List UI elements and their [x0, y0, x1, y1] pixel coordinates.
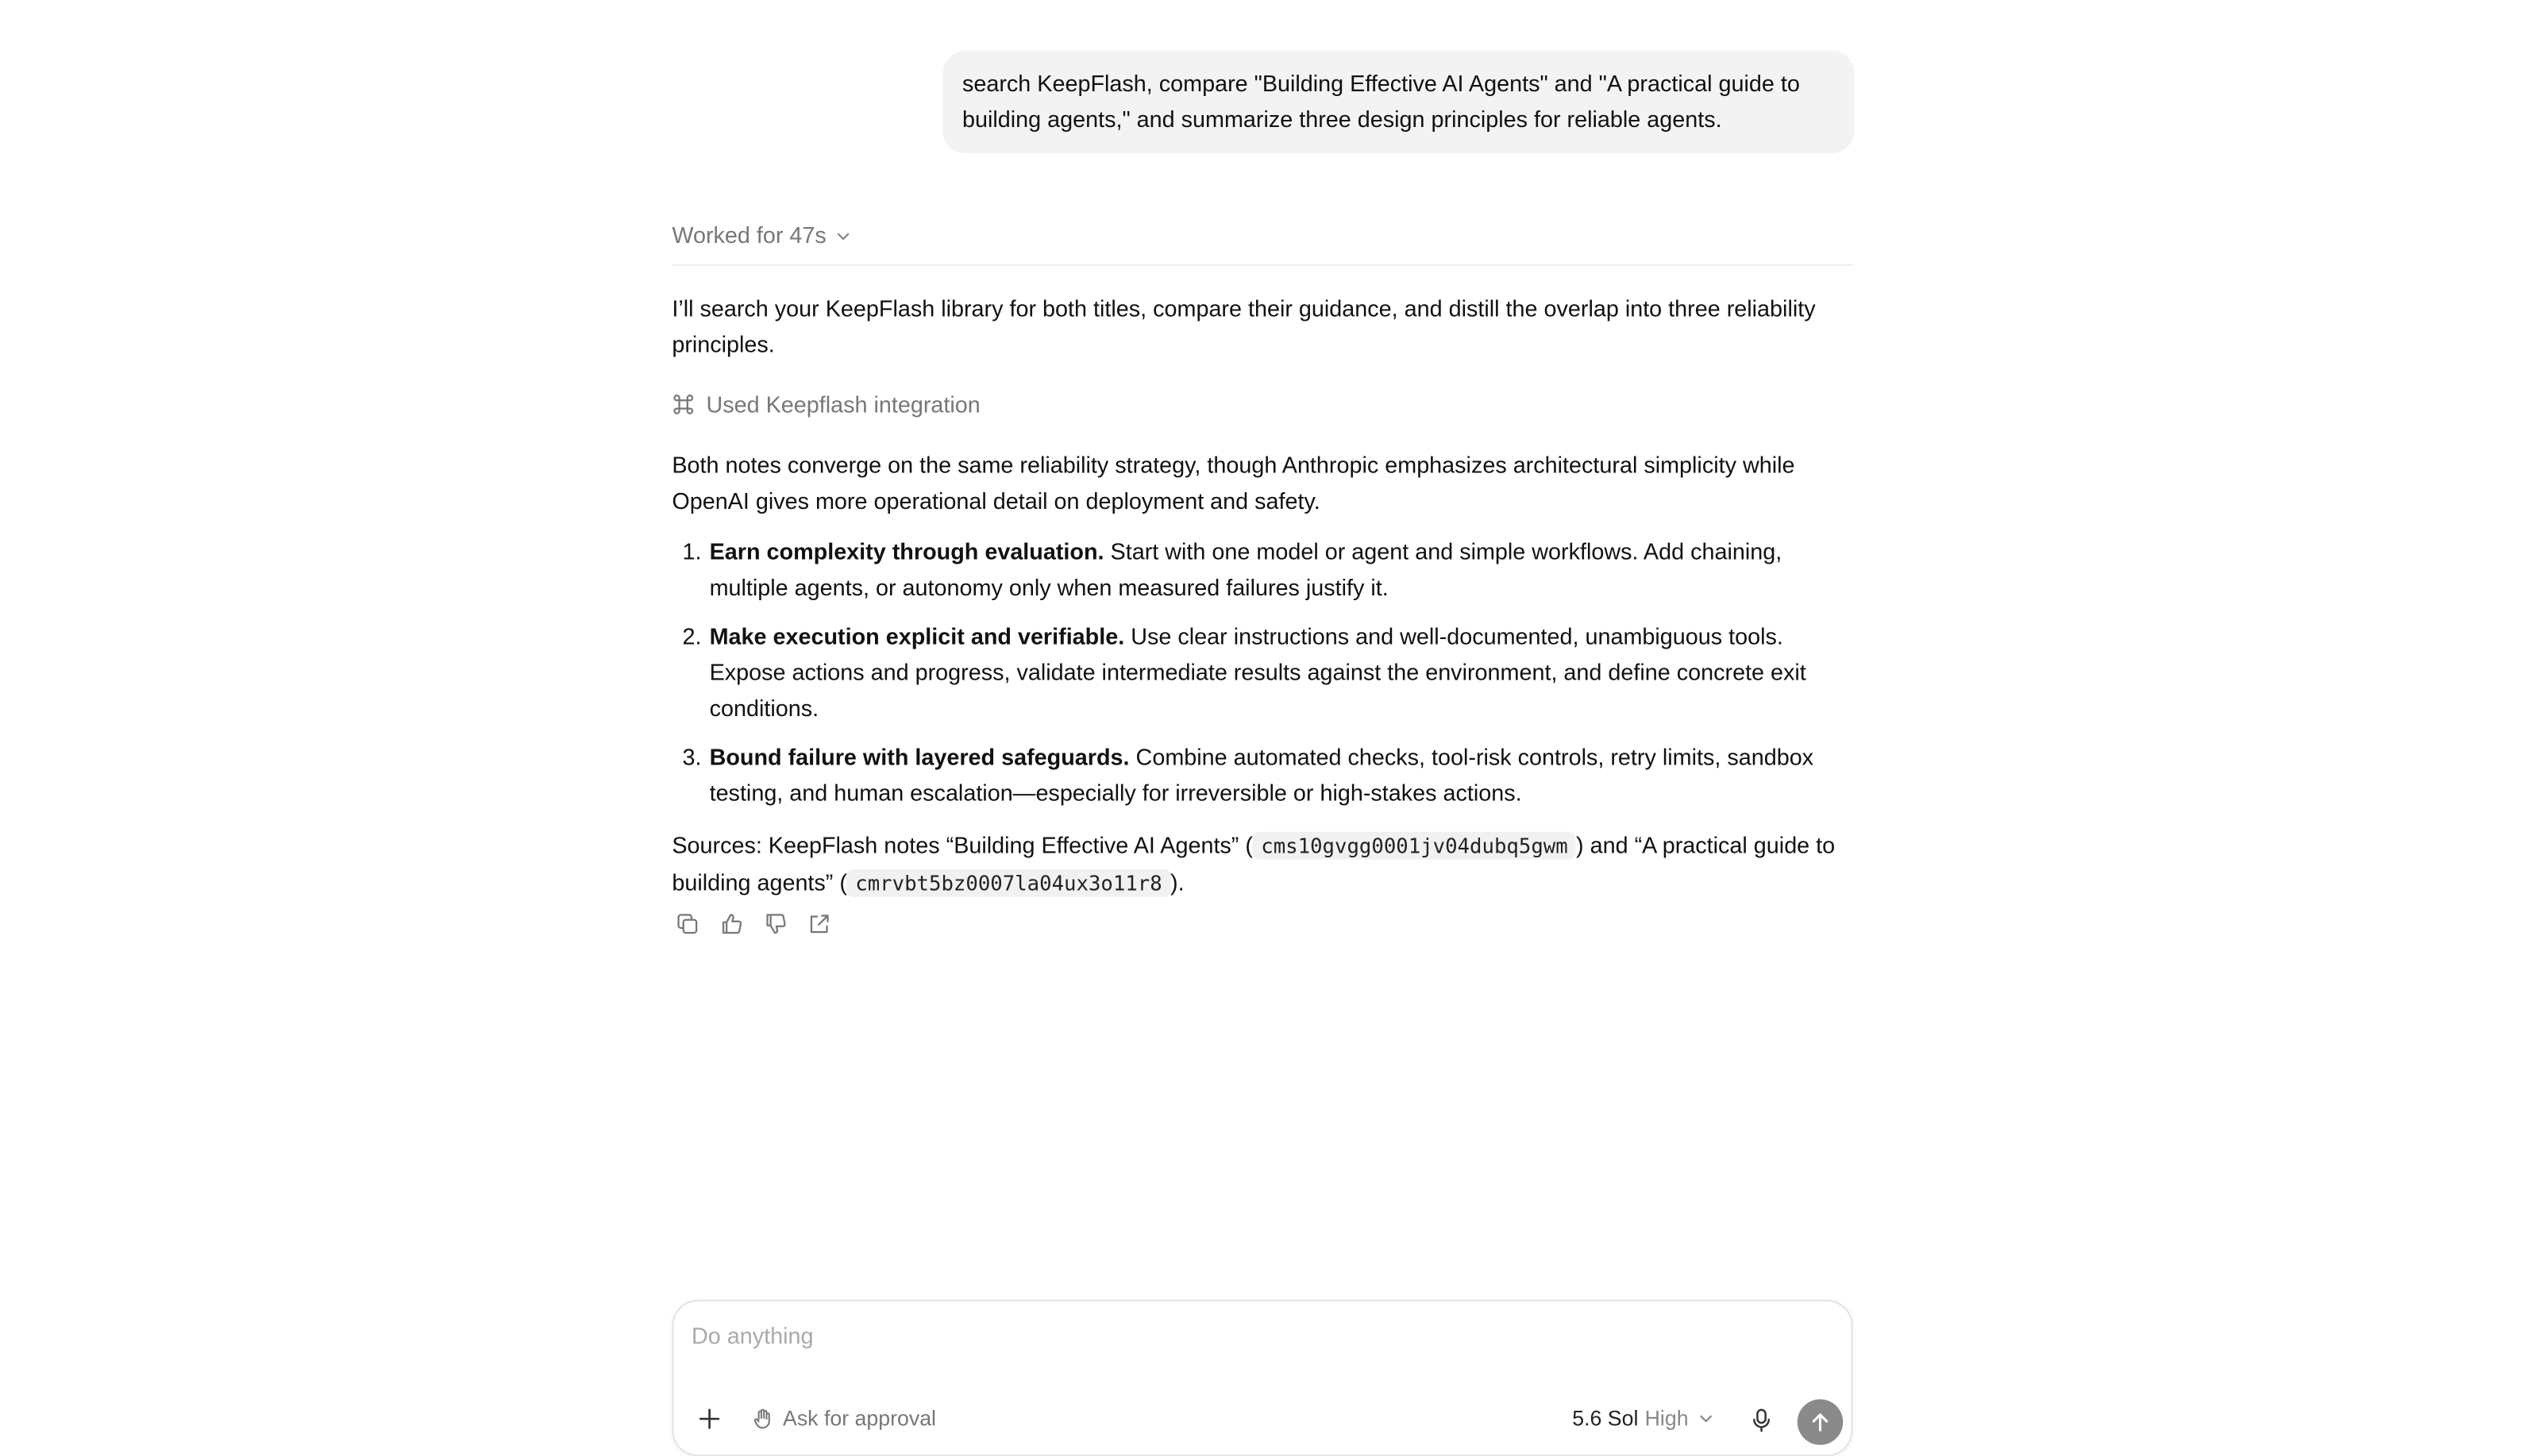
- sources-line: [672, 826, 1852, 901]
- composer: [672, 1300, 1852, 1456]
- copy-icon: [675, 911, 699, 936]
- thumbs-down-button[interactable]: [763, 911, 788, 936]
- answer-intro: I’ll search your KeepFlash library for both titles, compare their guidance, and distill the overlap into three reliability principles.: [672, 295, 1816, 357]
- principle-title: Bound failure with layered safeguards.: [709, 743, 1130, 770]
- command-icon: [672, 393, 695, 416]
- ask-for-approval-button[interactable]: [752, 1406, 936, 1431]
- plus-icon[interactable]: [696, 1406, 723, 1432]
- sources-middle: ) and “A practical guide to building agents” (: [672, 831, 1836, 896]
- share-icon: [807, 911, 832, 936]
- prompt-input[interactable]: [692, 1319, 1817, 1352]
- effort-level: High: [1644, 1405, 1689, 1431]
- hand-icon: [752, 1407, 775, 1430]
- worked-for-toggle[interactable]: [672, 221, 1852, 265]
- sources-suffix: ).: [1170, 869, 1185, 896]
- list-item: [708, 618, 1853, 726]
- thumbs-up-icon: [719, 911, 744, 936]
- arrow-up-icon: [1809, 1411, 1832, 1434]
- worked-for-label: Worked for 47s: [672, 221, 827, 248]
- principle-title: Earn complexity through evaluation.: [709, 537, 1104, 564]
- answer-summary: Both notes converge on the same reliability strategy, though Anthropic emphasizes architectural simplicity while OpenAI gives more operational detail on deployment and safety.: [672, 452, 1795, 514]
- thumbs-up-button[interactable]: [719, 911, 744, 936]
- principle-body: Use clear instructions and well-documented, unambiguous tools. Expose actions and progress, validate intermediate results against the environment, and define concrete exit conditions.: [709, 622, 1806, 721]
- tool-used-row[interactable]: [672, 387, 1852, 422]
- message-actions: [675, 911, 1852, 936]
- source-id-1: cms10gvgg0001jv04dubq5gwm: [1253, 832, 1576, 860]
- share-button[interactable]: [807, 911, 832, 936]
- microphone-icon[interactable]: [1750, 1408, 1773, 1434]
- copy-button[interactable]: [675, 911, 699, 936]
- assistant-answer: [672, 291, 1852, 936]
- chevron-down-icon: [834, 229, 851, 245]
- approval-label: Ask for approval: [783, 1405, 936, 1431]
- send-button[interactable]: [1798, 1400, 1844, 1446]
- model-selector[interactable]: [1572, 1406, 1714, 1431]
- tool-used-label: Used Keepflash integration: [706, 391, 981, 418]
- source-id-2: cmrvbt5bz0007la04ux3o11r8: [847, 869, 1170, 897]
- principle-title: Make execution explicit and verifiable.: [709, 622, 1125, 649]
- principle-body: Combine automated checks, tool-risk controls, retry limits, sandbox testing, and human escalation—especially for irreversible or high-stakes actions.: [709, 743, 1814, 806]
- thumbs-down-icon: [763, 911, 788, 936]
- principle-body: Start with one model or agent and simple workflows. Add chaining, multiple agents, or autonomy only when measured failures justify it.: [709, 537, 1782, 600]
- list-item: [708, 739, 1853, 811]
- list-item: [708, 533, 1853, 605]
- user-message-bubble: [942, 51, 1854, 153]
- chevron-down-icon: [1698, 1410, 1715, 1427]
- user-message-text: search KeepFlash, compare "Building Effective AI Agents" and "A practical guide to building agents," and summarize three design principles for reliable agents.: [961, 70, 1800, 133]
- sources-prefix: Sources: KeepFlash notes “Building Effective AI Agents” (: [672, 831, 1253, 858]
- model-name: 5.6 Sol: [1572, 1405, 1639, 1431]
- principles-list: [672, 533, 1852, 811]
